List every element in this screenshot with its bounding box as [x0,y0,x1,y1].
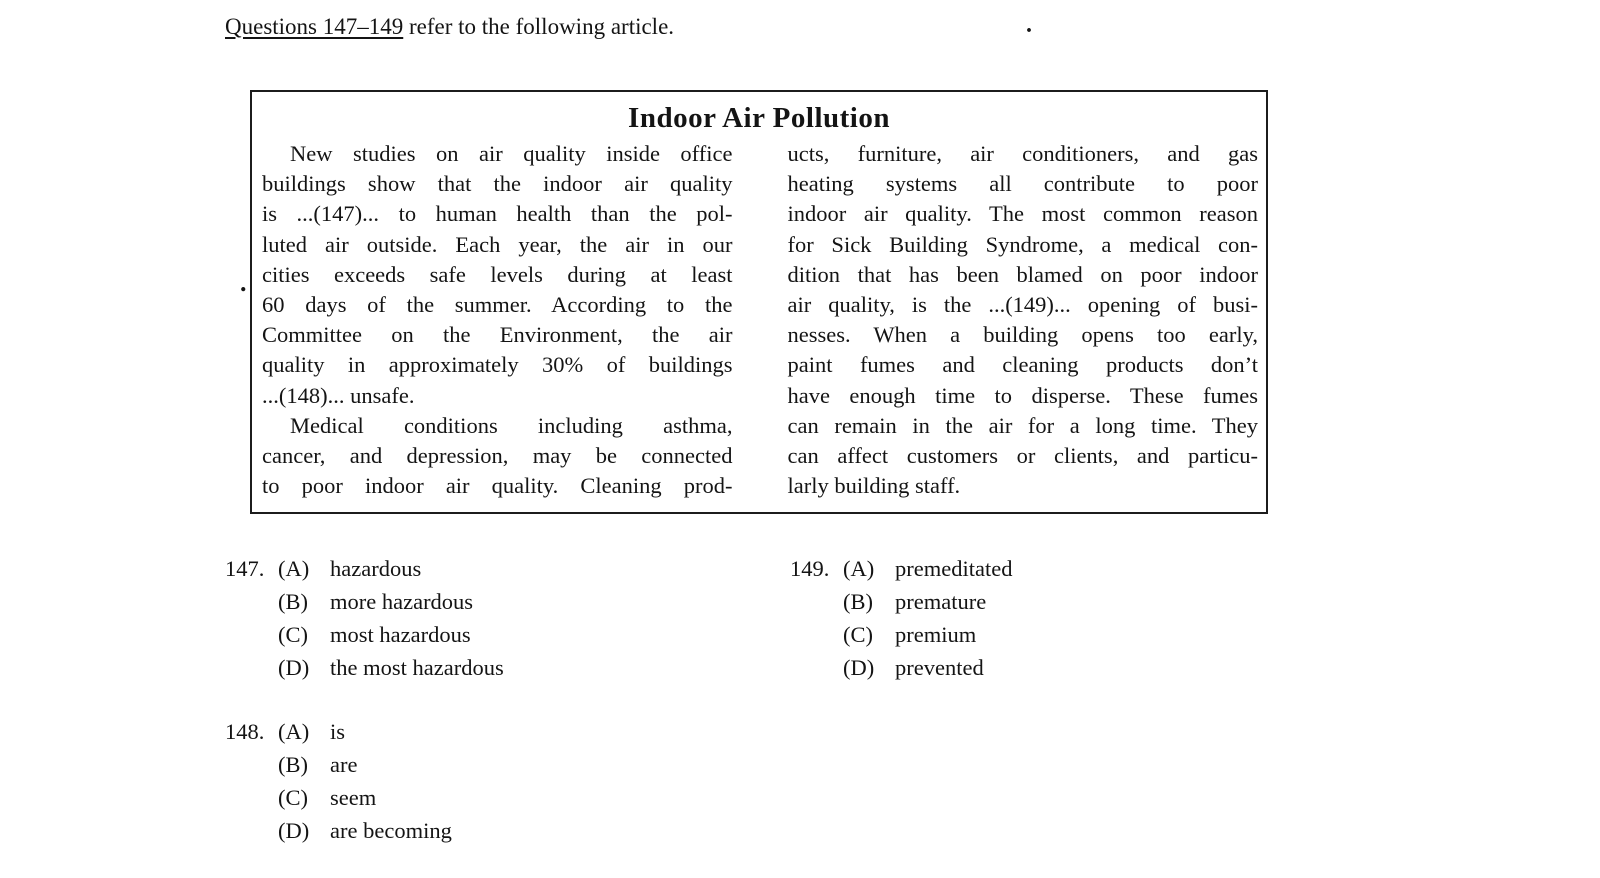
article-line: luted air outside. Each year, the air in our [262,231,733,257]
option-text: are [330,752,358,777]
option-label: (C) [843,622,873,647]
question-option-row [790,618,1012,651]
question-block [225,715,504,847]
option-text: are becoming [330,818,452,843]
question-number: 148. [225,719,265,744]
article-line: air quality, is the ...(149)... opening of busi- [787,292,1258,318]
question-option-row [225,651,504,684]
article-line: have enough time to disperse. These fumes [787,382,1258,408]
article-line: buildings show that the indoor air quality [262,171,733,197]
article-line: heating systems all contribute to poor [787,171,1258,197]
article-columns [252,135,1266,501]
question-number [225,651,278,684]
option-label: (C) [278,622,308,647]
question-number [225,585,278,618]
article-line: quality in approximately 30% of buildings [262,352,733,378]
question-number [790,651,843,684]
article-line: cancer, and depression, may be connected [262,443,733,469]
option-label: (B) [278,752,308,777]
scan-artifact-dot-top: . [1026,12,1032,38]
option-text: is [330,719,346,744]
question-number: 147. [225,556,265,581]
article-line: larly building staff. [787,473,961,499]
article-title: Indoor Air Pollution [628,102,890,134]
question-block [790,552,1012,684]
option-text: premium [895,622,977,647]
question-option-row [225,781,504,814]
option-text: most hazardous [330,622,471,647]
question-number [225,814,278,847]
article-line: can remain in the air for a long time. They [787,412,1258,438]
question-range: Questions 147–149 [225,14,404,39]
article-left-column [262,139,733,501]
article-line: 60 days of the summer. According to the [262,292,733,318]
option-label: (A) [843,556,875,581]
option-text: seem [330,785,377,810]
question-option-row [225,814,504,847]
article-line: cities exceeds safe levels during at least [262,261,733,287]
question-option-row [225,748,504,781]
question-option-row [790,552,1012,585]
article-line: ...(148)... unsafe. [262,382,415,408]
article-line: is ...(147)... to human health than the pol- [262,201,733,227]
article-line: can affect customers or clients, and particu- [787,443,1258,469]
article-line: indoor air quality. The most common reason [787,201,1258,227]
article-line: New studies on air quality inside office [290,141,733,166]
article-line: for Sick Building Syndrome, a medical con- [787,231,1258,257]
article-line: paint fumes and cleaning products don’t [787,352,1258,378]
article-right-column [788,139,1259,501]
option-text: premature [895,589,987,614]
question-option-row [225,585,504,618]
question-range-header [225,14,674,40]
questions-column-left [225,552,504,878]
option-label: (C) [278,785,308,810]
question-option-row [790,585,1012,618]
option-text: the most hazardous [330,655,504,680]
question-number: 149. [790,556,830,581]
option-label: (D) [278,655,310,680]
option-text: premeditated [895,556,1013,581]
article-line: nesses. When a building opens too early, [787,322,1258,348]
question-number [790,618,843,651]
article-line: Medical conditions including asthma, [290,412,733,438]
option-text: hazardous [330,556,422,581]
article-line: to poor indoor air quality. Cleaning prod- [262,473,733,499]
option-label: (B) [278,589,308,614]
article-line: dition that has been blamed on poor indoor [787,261,1258,287]
question-option-row [790,651,1012,684]
question-option-row [225,618,504,651]
question-number [225,748,278,781]
article-line: ucts, furniture, air conditioners, and gas [787,141,1258,166]
option-label: (D) [843,655,875,680]
option-label: (D) [278,818,310,843]
option-text: prevented [895,655,984,680]
option-label: (B) [843,589,873,614]
article-line: Committee on the Environment, the air [262,322,733,348]
question-number [790,585,843,618]
scan-artifact-dot-margin: . [240,268,247,297]
question-option-row [225,552,504,585]
question-block [225,552,504,684]
question-number [225,781,278,814]
article-box [250,90,1268,514]
option-text: more hazardous [330,589,474,614]
question-option-row [225,715,504,748]
question-number [225,618,278,651]
questions-column-right [790,552,1012,715]
header-rest: refer to the following article. [403,14,675,39]
option-label: (A) [278,556,310,581]
option-label: (A) [278,719,310,744]
